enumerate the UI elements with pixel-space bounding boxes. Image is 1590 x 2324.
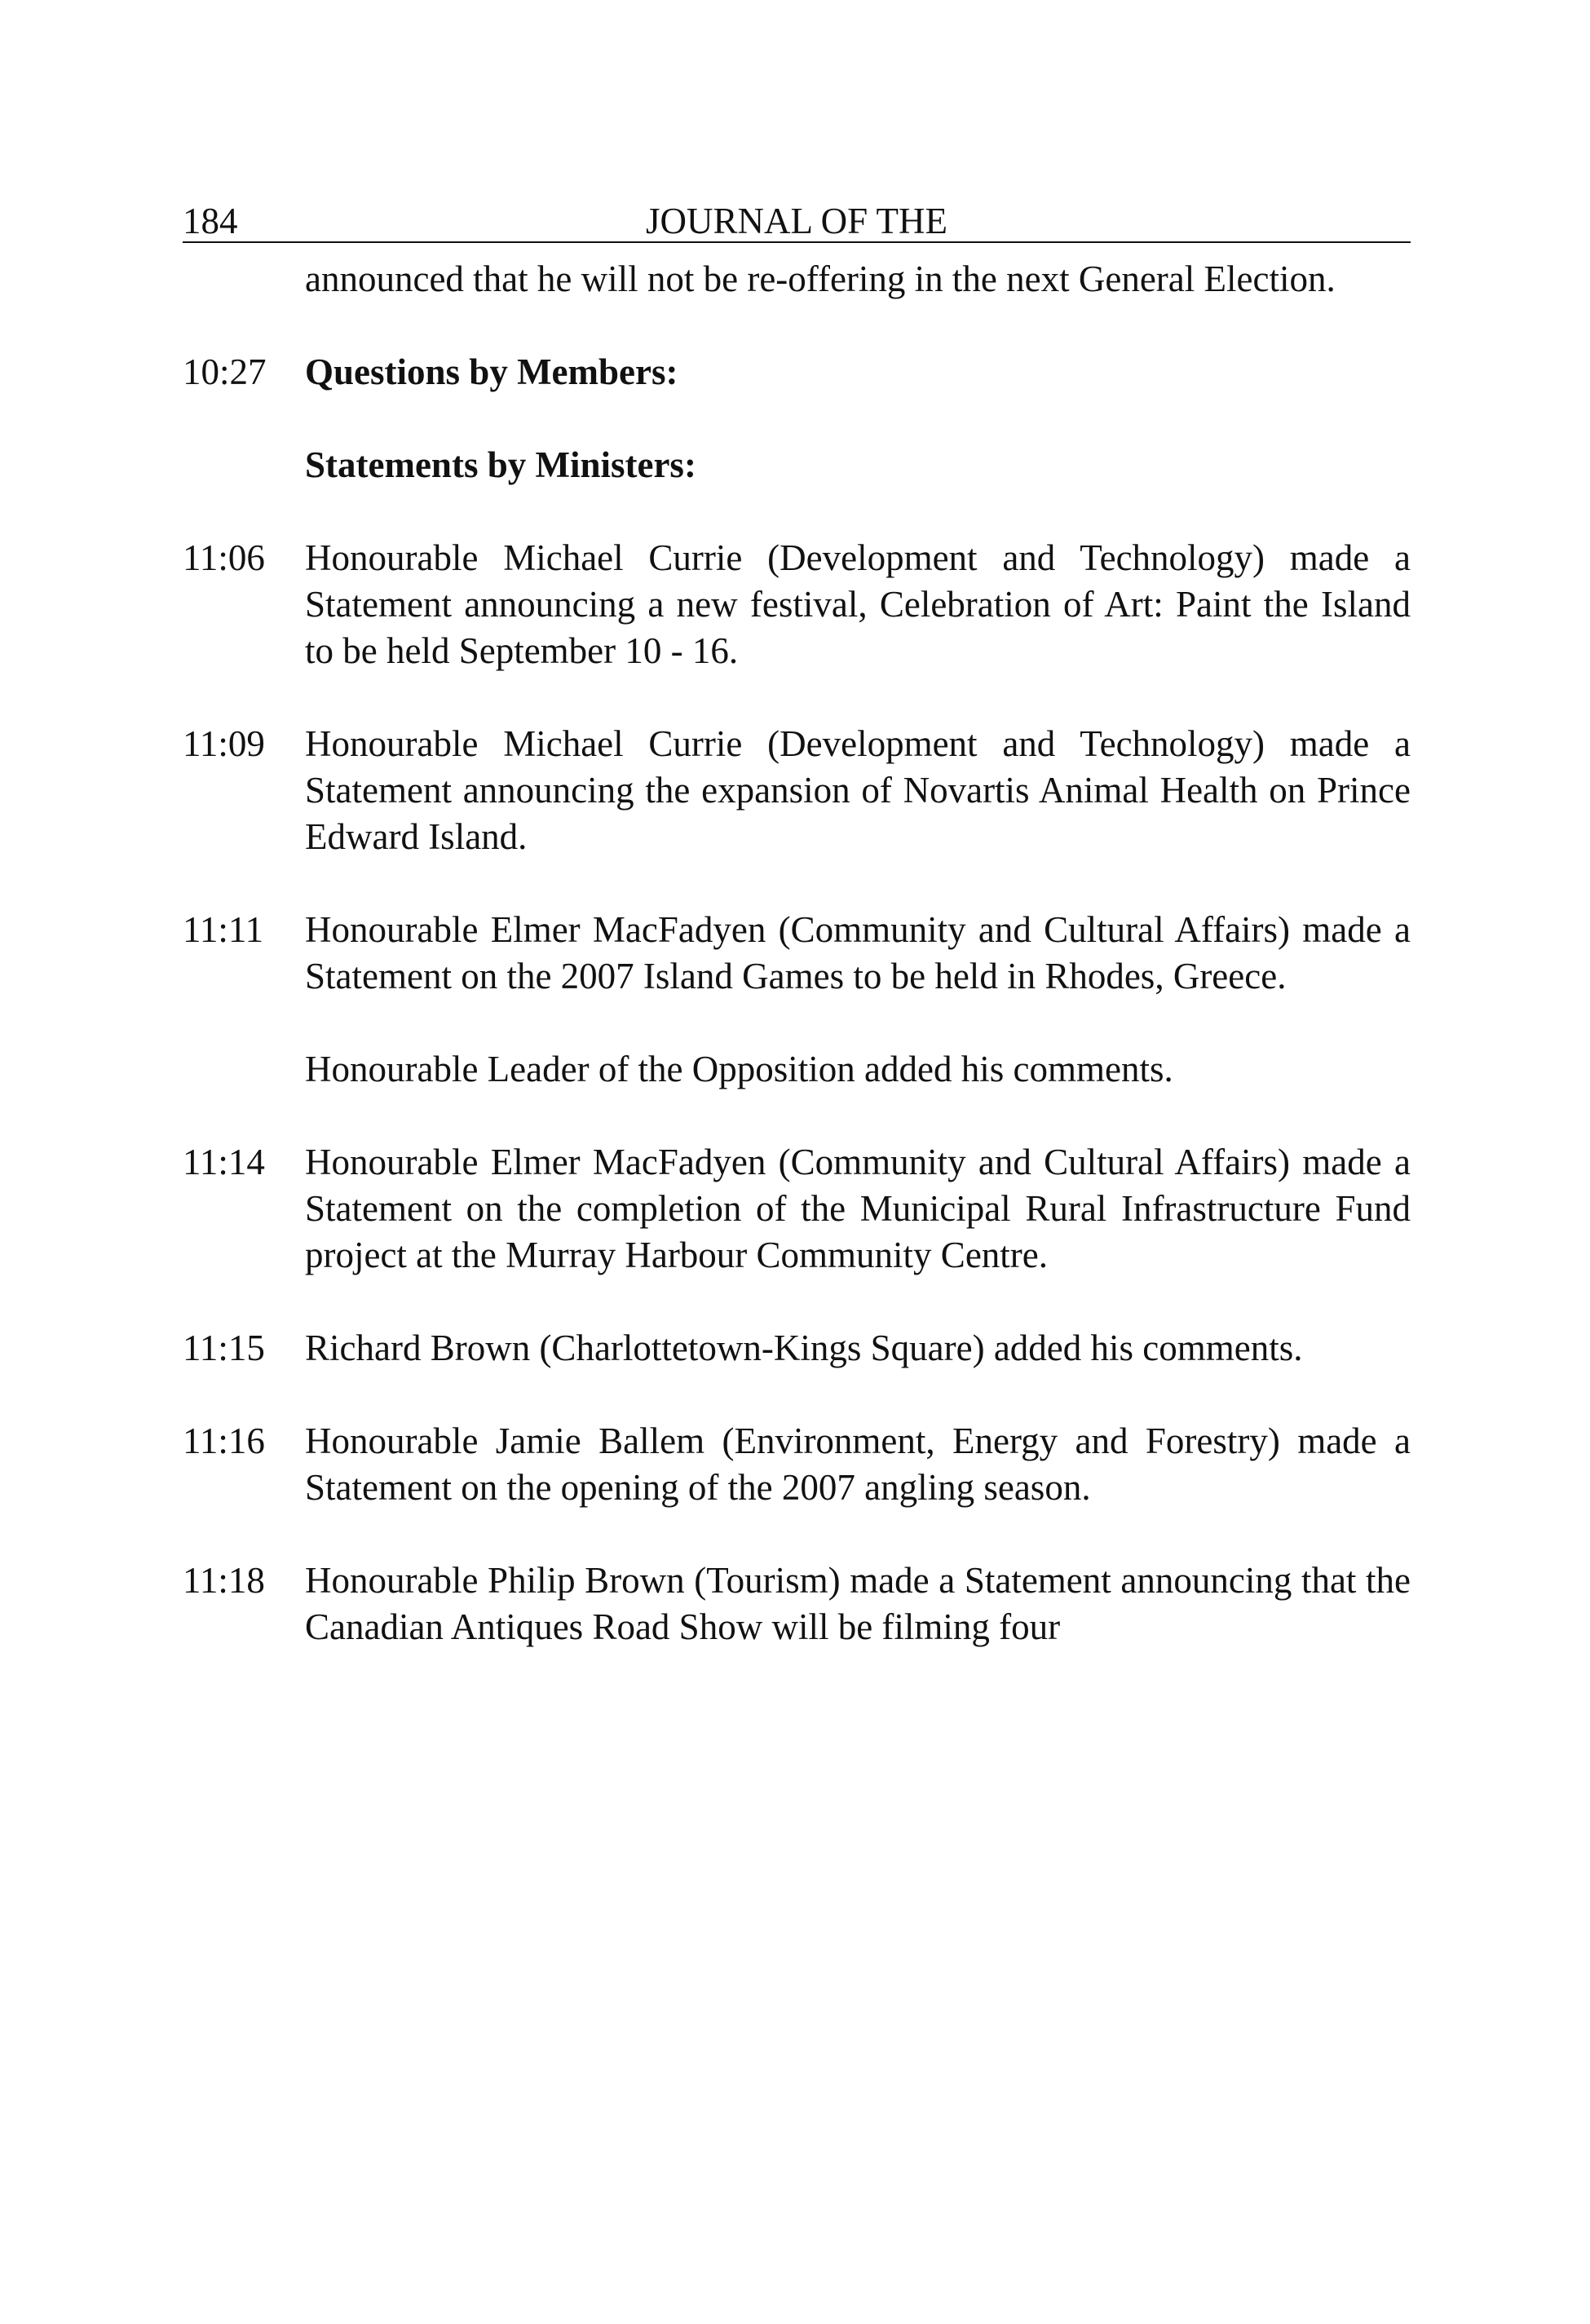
entry-time: 11:18 bbox=[183, 1560, 265, 1601]
entry-text: Honourable Leader of the Opposition added his comments. bbox=[305, 1049, 1173, 1089]
page-header bbox=[183, 201, 1411, 243]
entry-text: Richard Brown (Charlottetown-Kings Square) added his comments. bbox=[305, 1328, 1303, 1368]
journal-entry bbox=[183, 1046, 1411, 1093]
entry-time: 11:06 bbox=[183, 537, 265, 578]
entry-time: 11:16 bbox=[183, 1420, 265, 1461]
entry-text: announced that he will not be re-offering in the next General Election. bbox=[305, 258, 1336, 299]
section-heading: Questions by Members: bbox=[305, 351, 678, 392]
journal-entry bbox=[183, 907, 1411, 1000]
running-title: JOURNAL OF THE bbox=[645, 201, 948, 241]
journal-entry-statements-heading bbox=[183, 442, 1411, 488]
journal-entry bbox=[183, 1325, 1411, 1372]
entry-time: 11:15 bbox=[183, 1328, 265, 1368]
entry-time: 11:14 bbox=[183, 1142, 265, 1182]
journal-entry bbox=[183, 1139, 1411, 1279]
section-heading: Statements by Ministers: bbox=[305, 444, 696, 485]
entry-text: Honourable Michael Currie (Development and Technology) made a Statement announcing the expansion of Novartis Animal Health on Prince Edward Island. bbox=[305, 723, 1411, 857]
journal-entries bbox=[183, 256, 1411, 1650]
journal-entry bbox=[183, 1418, 1411, 1511]
entry-text: Honourable Philip Brown (Tourism) made a Statement announcing that the Canadian Antiques Road Show will be filming four bbox=[305, 1560, 1411, 1647]
page-number: 184 bbox=[183, 201, 238, 241]
entry-text: Honourable Michael Currie (Development and Technology) made a Statement announcing a new festival, Celebration of Art: Paint the Island to be held September 10 - 16. bbox=[305, 537, 1411, 671]
entry-time: 10:27 bbox=[183, 351, 267, 392]
entry-time: 11:11 bbox=[183, 909, 264, 950]
journal-entry-continuation bbox=[183, 256, 1411, 303]
entry-time: 11:09 bbox=[183, 723, 265, 764]
journal-entry bbox=[183, 535, 1411, 674]
journal-entry bbox=[183, 721, 1411, 860]
journal-entry-questions-heading bbox=[183, 349, 1411, 395]
journal-entry bbox=[183, 1557, 1411, 1650]
entry-text: Honourable Jamie Ballem (Environment, Energy and Forestry) made a Statement on the opening of the 2007 angling season. bbox=[305, 1420, 1411, 1508]
entry-text: Honourable Elmer MacFadyen (Community and Cultural Affairs) made a Statement on the completion of the Municipal Rural Infrastructure Fund project at the Murray Harbour Community Centre. bbox=[305, 1142, 1411, 1275]
journal-page bbox=[183, 201, 1411, 1697]
entry-text: Honourable Elmer MacFadyen (Community and Cultural Affairs) made a Statement on the 2007 Island Games to be held in Rhodes, Greece. bbox=[305, 909, 1411, 996]
